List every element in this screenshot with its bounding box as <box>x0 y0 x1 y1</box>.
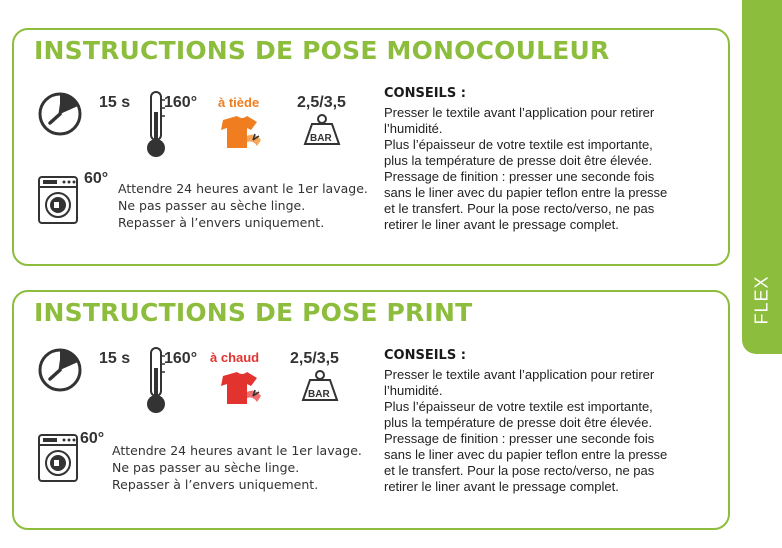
care-line: Repasser à l’envers uniquement. <box>112 477 319 492</box>
instructions-panel-print <box>12 290 730 530</box>
tip-line: plus la température de presse doit être élevée. <box>384 153 653 168</box>
temperature-value: 160° <box>164 94 198 111</box>
tip-line: Presser le textile avant l’application pour retirer <box>384 367 655 382</box>
care-instructions <box>118 180 368 231</box>
care-line: Attendre 24 heures avant le 1er lavage. <box>112 443 362 458</box>
washing-machine-icon <box>38 176 82 226</box>
wash-temperature: 60° <box>84 170 109 187</box>
pressure-value: 2,5/3,5 <box>297 94 346 111</box>
tip-line: l’humidité. <box>384 121 443 136</box>
peel-label: à chaud <box>210 350 260 365</box>
pressure-unit: BAR <box>310 133 332 144</box>
tips-title: CONSEILS : <box>384 86 466 101</box>
pressure-value: 2,5/3,5 <box>290 350 339 367</box>
tip-line: Pressage de finition : presser une seconde fois <box>384 431 655 446</box>
tips-body <box>384 367 724 495</box>
washing-machine-icon <box>38 434 82 484</box>
temperature-value: 160° <box>164 350 198 367</box>
tip-line: Plus l’épaisseur de votre textile est importante, <box>384 399 653 414</box>
time-value: 15 s <box>99 350 131 367</box>
peel-label: à tiède <box>218 95 260 110</box>
tips-body <box>384 105 724 233</box>
tip-line: Presser le textile avant l’application pour retirer <box>384 105 655 120</box>
tip-line: Pressage de finition : presser une seconde fois <box>384 169 655 184</box>
care-line: Repasser à l’envers uniquement. <box>118 215 325 230</box>
clock-icon <box>36 346 94 394</box>
tip-line: et le transfert. Pour la pose recto/verso, ne pas <box>384 463 655 478</box>
peel-shirt-icon <box>217 370 267 410</box>
care-line: Ne pas passer au sèche linge. <box>118 198 306 213</box>
tips-block <box>384 86 724 233</box>
panel-title: INSTRUCTIONS DE POSE MONOCOULEUR <box>34 36 610 65</box>
tips-block <box>384 348 724 495</box>
tip-line: sans le liner avec du papier teflon entre la presse <box>384 447 668 462</box>
tip-line: retirer le liner avant le pressage complet. <box>384 479 619 494</box>
clock-icon <box>36 90 94 138</box>
tips-title: CONSEILS : <box>384 348 466 363</box>
pressure-unit: BAR <box>308 389 330 400</box>
wash-temperature: 60° <box>80 430 105 447</box>
care-line: Ne pas passer au sèche linge. <box>112 460 300 475</box>
tip-line: et le transfert. Pour la pose recto/verso, ne pas <box>384 201 655 216</box>
care-instructions <box>112 442 362 493</box>
tip-line: plus la température de presse doit être élevée. <box>384 415 653 430</box>
peel-shirt-icon <box>217 114 267 154</box>
side-tab-label: FLEX <box>751 275 772 325</box>
tip-line: l’humidité. <box>384 383 443 398</box>
tip-line: retirer le liner avant le pressage complet. <box>384 217 619 232</box>
care-line: Attendre 24 heures avant le 1er lavage. <box>118 181 368 196</box>
time-value: 15 s <box>99 94 131 111</box>
instructions-panel-monocouleur <box>12 28 730 266</box>
tip-line: Plus l’épaisseur de votre textile est importante, <box>384 137 653 152</box>
panel-title: INSTRUCTIONS DE POSE PRINT <box>34 298 473 327</box>
tip-line: sans le liner avec du papier teflon entre la presse <box>384 185 668 200</box>
